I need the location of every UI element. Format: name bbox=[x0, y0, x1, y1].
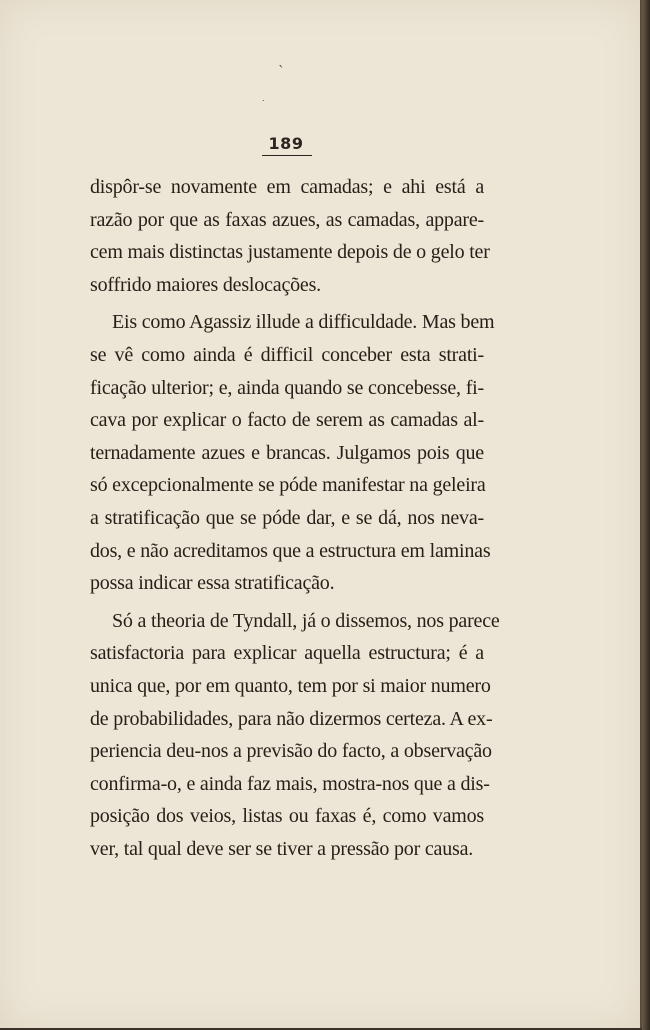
text-line: a stratificação que se póde dar, e se dá, nos neva- bbox=[90, 506, 484, 529]
text-line: Só a theoria de Tyndall, já o dissemos, nos parece bbox=[112, 609, 500, 632]
text-line: possa indicar essa stratificação. bbox=[90, 572, 335, 595]
page-number-rule bbox=[262, 155, 312, 156]
text-line: posição dos veios, listas ou faxas é, como vamos bbox=[90, 805, 484, 828]
text-line: periencia deu-nos a previsão do facto, a observação bbox=[90, 740, 492, 763]
text-line: Eis como Agassiz illude a difficuldade. Mas bem bbox=[112, 311, 495, 334]
text-line: ver, tal qual deve ser se tiver a pressão por causa. bbox=[90, 837, 474, 860]
book-edge bbox=[642, 0, 650, 1030]
ink-speck: ` bbox=[278, 64, 285, 80]
page-number: 189 bbox=[268, 134, 304, 153]
ink-dot: . bbox=[262, 94, 265, 103]
text-line: dos, e não acreditamos que a estructura em laminas bbox=[90, 539, 491, 562]
paragraph bbox=[90, 602, 500, 863]
text-line: dispôr-se novamente em camadas; e ahi está a bbox=[90, 176, 484, 198]
text-line: se vê como ainda é difficil conceber esta strati- bbox=[90, 343, 484, 366]
text-line: ternadamente azues e brancas. Julgamos pois que bbox=[90, 441, 484, 464]
text-line: ficação ulterior; e, ainda quando se concebesse, fi- bbox=[90, 376, 484, 399]
paragraph bbox=[90, 303, 495, 596]
body-text bbox=[90, 168, 500, 862]
text-line: satisfactoria para explicar aquella estructura; é a bbox=[90, 642, 484, 665]
paragraph bbox=[90, 168, 490, 298]
text-line: cava por explicar o facto de serem as camadas al- bbox=[90, 409, 484, 432]
text-line: soffrido maiores deslocações. bbox=[90, 273, 321, 296]
text-line: unica que, por em quanto, tem por si maior numero bbox=[90, 674, 491, 697]
text-line: só excepcionalmente se póde manifestar na geleira bbox=[90, 474, 486, 497]
text-line: de probabilidades, para não dizermos certeza. A ex- bbox=[90, 707, 493, 730]
text-line: confirma-o, e ainda faz mais, mostra-nos que a dis- bbox=[90, 772, 490, 795]
text-line: razão por que as faxas azues, as camadas, appare- bbox=[90, 208, 484, 231]
text-line: cem mais distinctas justamente depois de o gelo ter bbox=[90, 241, 490, 264]
